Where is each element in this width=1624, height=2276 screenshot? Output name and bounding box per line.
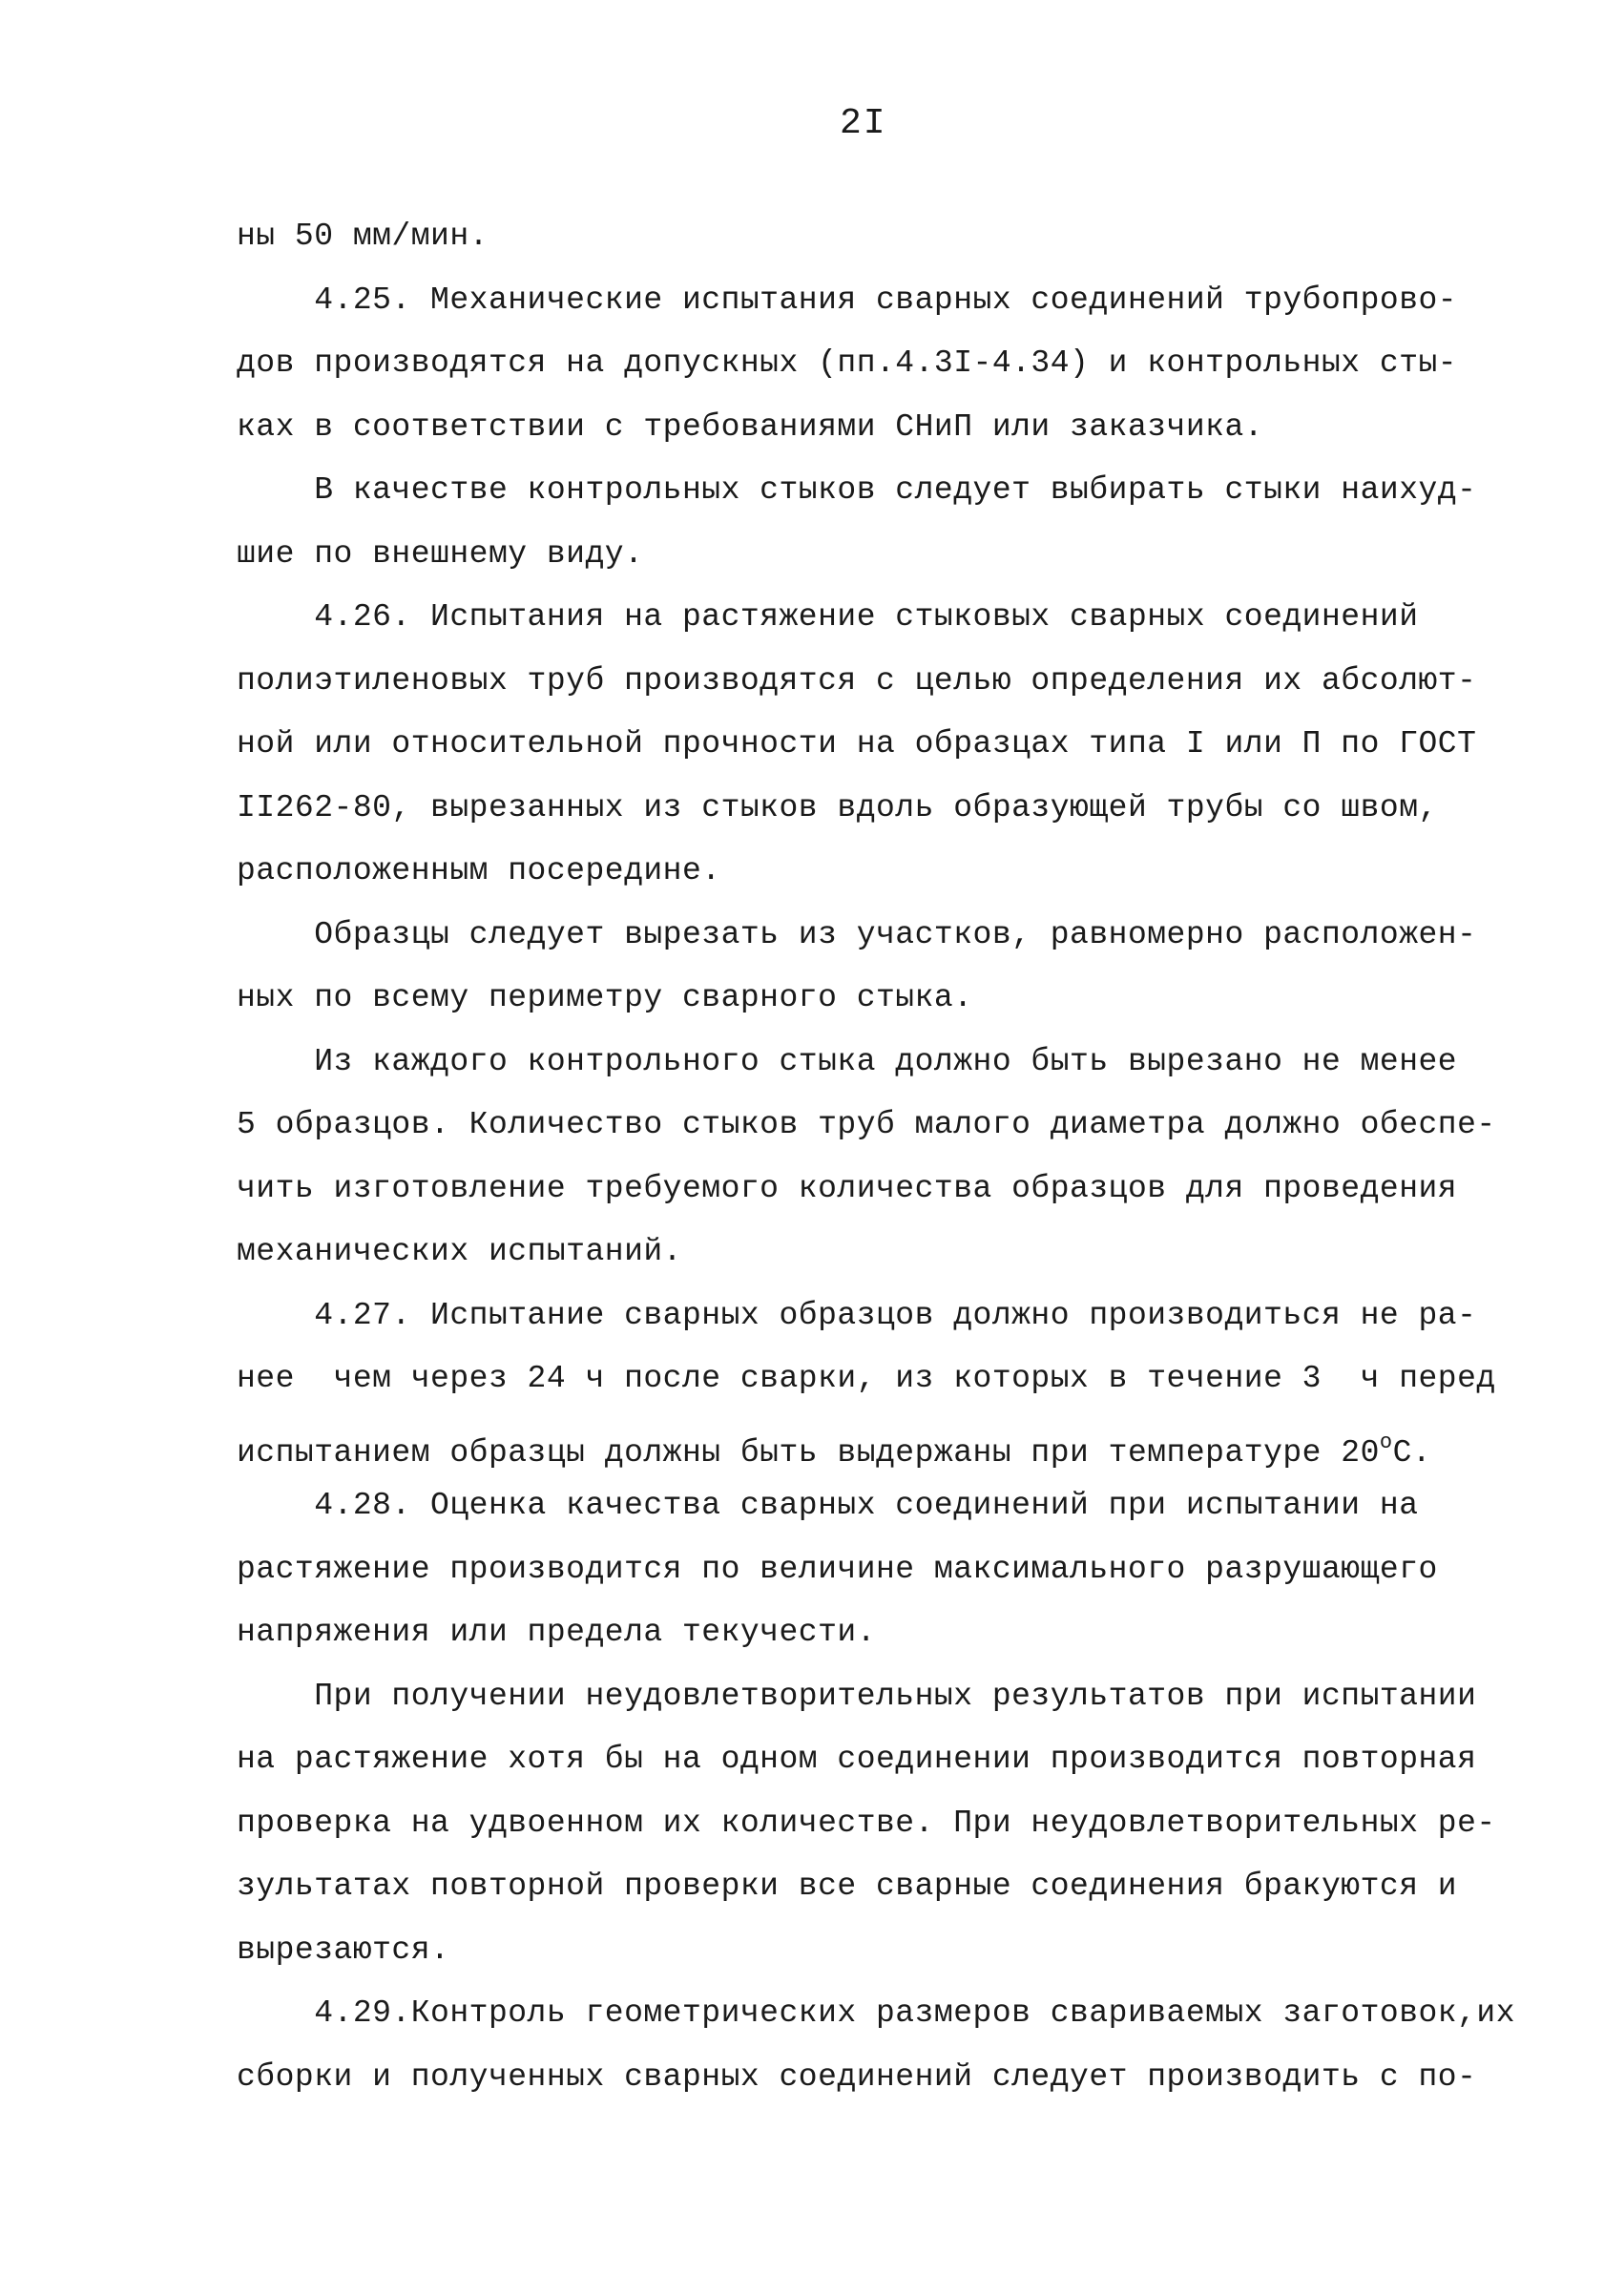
text-line: ной или относительной прочности на образцах типа I или П по ГОСТ bbox=[237, 726, 1477, 762]
text-line: дов производятся на допускных (пп.4.3I-4.34) и контрольных сты- bbox=[237, 345, 1458, 381]
text-line: растяжение производится по величине максимального разрушающего bbox=[237, 1551, 1438, 1587]
page-number: 2I bbox=[840, 103, 887, 144]
text-line: При получении неудовлетворительных результатов при испытании bbox=[237, 1678, 1477, 1714]
text-line: напряжения или предела текучести. bbox=[237, 1615, 877, 1650]
text-line: на растяжение хотя бы на одном соединении производится повторная bbox=[237, 1742, 1477, 1777]
text-line: зультатах повторной проверки все сварные соединения бракуются и bbox=[237, 1869, 1458, 1904]
text-line: ках в соответствии с требованиями СНиП или заказчика. bbox=[237, 408, 1264, 445]
text-line: нее чем через 24 ч после сварки, из которых в течение 3 ч перед bbox=[237, 1361, 1496, 1396]
temperature-unit: С. bbox=[1392, 1434, 1432, 1471]
temperature-text: испытанием образцы должны быть выдержаны при температуре 20 bbox=[237, 1434, 1380, 1471]
text-line: 5 образцов. Количество стыков труб малого диаметра должно обеспе- bbox=[237, 1107, 1496, 1142]
text-line: механических испытаний. bbox=[237, 1234, 682, 1269]
text-line: В качестве контрольных стыков следует выбирать стыки наихуд- bbox=[237, 472, 1477, 508]
text-line: расположенным посередине. bbox=[237, 853, 721, 888]
degree-sign: o bbox=[1379, 1430, 1393, 1454]
text-line: ных по всему периметру сварного стыка. bbox=[237, 980, 973, 1015]
text-line: Образцы следует вырезать из участков, равномерно расположен- bbox=[237, 916, 1477, 952]
text-line: 4.25. Механические испытания сварных соединений трубопрово- bbox=[237, 282, 1458, 318]
text-line: II262-80, вырезанных из стыков вдоль образующей трубы со швом, bbox=[237, 789, 1438, 825]
text-line: сборки и полученных сварных соединений следует производить с по- bbox=[237, 2058, 1477, 2095]
text-line: 4.29.Контроль геометрических размеров свариваемых заготовок,их bbox=[237, 1995, 1516, 2031]
text-line: чить изготовление требуемого количества образцов для проведения bbox=[237, 1170, 1458, 1206]
text-line-temperature bbox=[237, 1411, 1515, 1475]
text-line: ны 50 мм/мин. bbox=[237, 219, 489, 254]
text-line: 4.27. Испытание сварных образцов должно производиться не ра- bbox=[237, 1297, 1477, 1333]
body-text bbox=[237, 205, 1515, 2109]
text-line: полиэтиленовых труб производятся с целью определения их абсолют- bbox=[237, 662, 1477, 699]
text-line: проверка на удвоенном их количестве. При неудовлетворительных ре- bbox=[237, 1805, 1496, 1841]
text-line: вырезаются. bbox=[237, 1931, 450, 1968]
text-line: 4.26. Испытания на растяжение стыковых сварных соединений bbox=[237, 599, 1419, 635]
text-line: шие по внешнему виду. bbox=[237, 535, 644, 572]
text-line: 4.28. Оценка качества сварных соединений при испытании на bbox=[237, 1488, 1419, 1523]
text-line: Из каждого контрольного стыка должно быть вырезано не менее bbox=[237, 1043, 1458, 1079]
